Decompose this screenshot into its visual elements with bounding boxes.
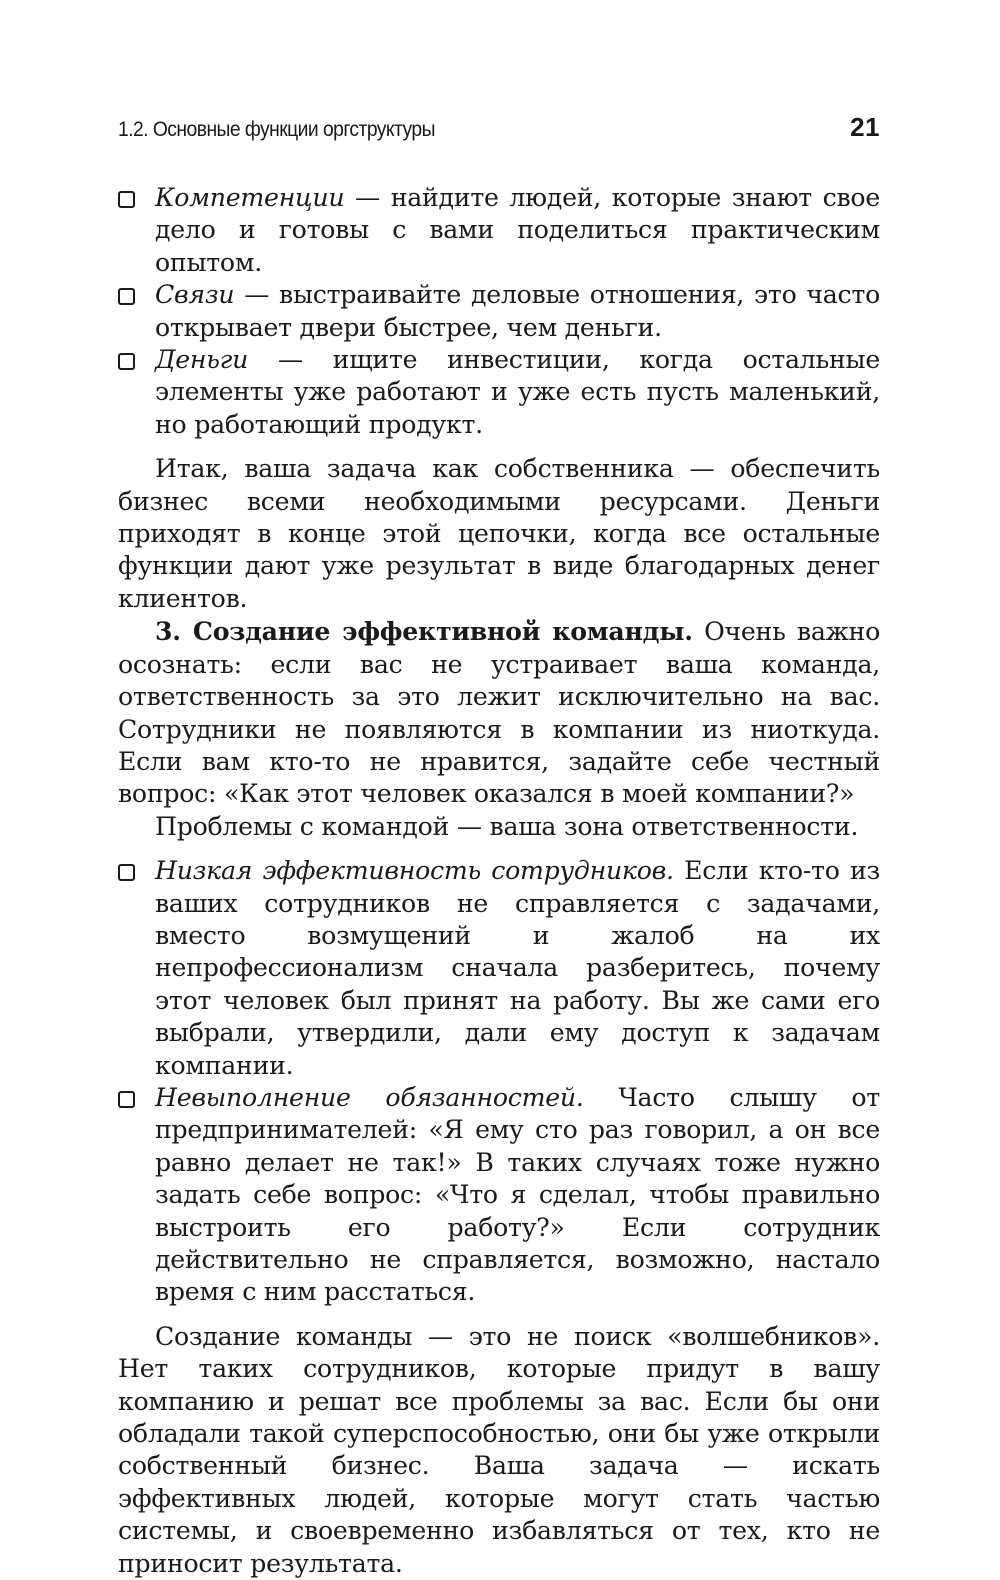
list-item [118, 182, 880, 279]
checkbox-icon [118, 1091, 135, 1108]
bullet-text: — ищите инвестиции, когда остальные элементы уже работают и уже есть пусть маленький, но работающий продукт. [155, 345, 880, 439]
section-3-paragraph [118, 615, 880, 810]
bullet-term: Низкая эффективность сотрудников. [155, 856, 674, 886]
bullet-term: Невыполнение обязанностей. [155, 1082, 584, 1112]
list-item [118, 344, 880, 441]
paragraph-final: Создание команды — это не поиск «волшебников». Нет таких сотрудников, которые придут в вашу компанию и решат все проблемы за вас. Если бы они обладали такой суперспособностью, они бы уже открыли собственный бизнес. Ваша задача — искать эффективных людей, которые могут стать частью системы, и своевременно избавляться от тех, кто не приносит результата. [118, 1321, 880, 1578]
running-title: 1.2. Основные функции оргструктуры [118, 118, 435, 141]
checkbox-icon [118, 288, 135, 305]
paragraph-zone: Проблемы с командой — ваша зона ответственности. [155, 811, 859, 841]
checkbox-icon [118, 191, 135, 208]
bullet-term: Связи [155, 280, 235, 310]
page-number: 21 [850, 112, 880, 142]
resources-list [118, 182, 880, 441]
checkbox-icon [118, 353, 135, 370]
team-problems-list [118, 855, 880, 1309]
body-text [118, 182, 880, 1580]
list-item [118, 855, 880, 1082]
checkbox-icon [118, 864, 135, 881]
bullet-text: Если кто-то из ваших сотрудников не справляется с задачами, вместо возмущений и жалоб на их непрофессионализм сначала разберитесь, почему этот человек был принят на работу. Вы же сами его выбрали, утвердили, дали ему доступ к задачам компании. [155, 856, 880, 1080]
bullet-text: — выстраивайте деловые отношения, это часто открывает двери быстрее, чем деньги. [155, 280, 880, 342]
book-page [118, 112, 880, 1580]
bullet-term: Компетенции [155, 183, 345, 212]
list-item [118, 279, 880, 344]
section-3-heading: 3. Создание эффективной команды. [155, 616, 693, 647]
paragraph-summary: Итак, ваша задача как собственника — обеспечить бизнес всеми необходимыми ресурсами. Деньги приходят в конце этой цепочки, когда все остальные функции дают уже результат в виде благодарных денег клиентов. [118, 454, 880, 613]
bullet-term: Деньги [155, 345, 249, 375]
bullet-text: — найдите людей, которые знают свое дело и готовы с вами поделиться практическим опытом. [155, 183, 880, 277]
section-3-text: Очень важно осознать: если вас не устраивает ваша команда, ответственность за это лежит исключительно на вас. Сотрудники не появляются в компании из ниоткуда. Если вам кто-то не нравится, задайте себе честный вопрос: «Как этот человек оказался в моей компании?» [118, 617, 880, 809]
bullet-text: Часто слышу от предпринимателей: «Я ему сто раз говорил, а он все равно делает не так!» В таких случаях тоже нужно задать себе вопрос: «Что я сделал, чтобы правильно выстроить его работу?» Если сотрудник действительно не справляется, возможно, настало время с ним расстаться. [155, 1082, 880, 1307]
running-header [118, 112, 880, 152]
list-item [118, 1082, 880, 1309]
